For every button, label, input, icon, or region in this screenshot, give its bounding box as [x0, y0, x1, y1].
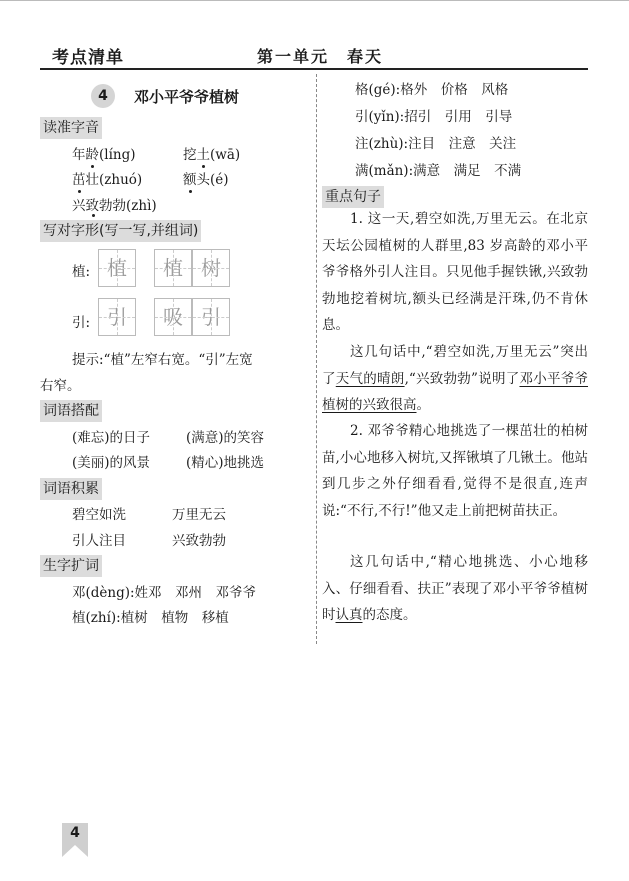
analysis-paragraph-2: 这几句话中,“精心地挑选、小心地移入、仔细看看、扶正”表现了邓小平爷爷植树时认真的态度。 [322, 554, 588, 623]
char-label: 引: [72, 315, 91, 331]
underlined-answer: 邓小平爷爷植树的兴致很高 [322, 370, 589, 413]
emphasis-dot [202, 165, 205, 168]
emphasis-dot [78, 190, 81, 193]
writing-cell: 吸 [154, 298, 192, 336]
header-rule [40, 68, 588, 70]
section-collocation-title: 词语搭配 [40, 400, 102, 422]
section-word-extension-title: 生字扩词 [40, 555, 102, 577]
key-sentence-2: 2. 邓爷爷精心地挑选了一棵茁壮的柏树苗,小心地移入树坑,又挥锹填了几锹土。他站到几步之外仔细看看,觉得不是很直,连声说:“不行,不行!”他又走上前把树苗扶正。 [322, 423, 588, 519]
section-pronunciation-title: 读准字音 [40, 117, 102, 139]
emphasis-dot [91, 165, 94, 168]
writing-cell: 树 [192, 249, 230, 287]
page-number: 4 [70, 825, 80, 841]
extension-line: 注(zhù):注目 注意 关注 [355, 136, 517, 152]
vocab-item: 引人注目 [72, 533, 126, 549]
section-key-sentences-title: 重点句子 [322, 186, 384, 208]
pron-item: 兴致勃勃(zhì) [72, 198, 157, 214]
extension-line: 格(gé):格外 价格 风格 [355, 82, 509, 98]
vocab-item: 万里无云 [172, 507, 226, 523]
key-sentence-1: 1. 这一天,碧空如洗,万里无云。在北京天坛公园植树的人群里,83 岁高龄的邓小平爷爷格外引人注目。只见他手握铁锹,兴致勃勃地挖着树坑,额头已经满是汗珠,仍不肯休息。 [322, 211, 588, 333]
collocation-item: (精心)地挑选 [186, 455, 265, 471]
column-divider [316, 74, 317, 644]
collocation-item: (美丽)的风景 [72, 455, 151, 471]
underlined-answer: 天气的晴朗 [335, 370, 405, 387]
analysis-paragraph-1: 这几句话中,“碧空如洗,万里无云”突出了天气的晴朗,“兴致勃勃”说明了邓小平爷爷植树的兴致很高。 [322, 344, 589, 413]
collocation-item: (难忘)的日子 [72, 430, 151, 446]
hint-line: 右窄。 [40, 378, 81, 394]
top-rule [0, 0, 629, 1]
collocation-item: (满意)的笑容 [186, 430, 265, 446]
page-tab-notch [62, 845, 88, 857]
extension-line: 引(yǐn):招引 引用 引导 [355, 109, 513, 125]
section-writing-title: 写对字形(写一写,并组词) [40, 220, 201, 242]
emphasis-dot [92, 214, 95, 217]
header-section-label: 考点清单 [52, 48, 124, 68]
emphasis-dot [189, 190, 192, 193]
char-label: 植: [72, 264, 91, 280]
extension-line: 邓(dèng):姓邓 邓州 邓爷爷 [72, 585, 257, 601]
writing-cell: 植 [98, 249, 136, 287]
header-unit-title: 第一单元 春天 [257, 47, 384, 66]
section-vocabulary-title: 词语积累 [40, 478, 102, 500]
vocab-item: 兴致勃勃 [172, 533, 226, 549]
writing-cell: 引 [192, 298, 230, 336]
pron-item: 挖土(wā) [183, 147, 241, 163]
hint-line: 提示:“植”左窄右宽。“引”左宽 [72, 352, 253, 368]
writing-cell: 植 [154, 249, 192, 287]
pron-item: 额头(é) [183, 172, 229, 188]
underlined-answer: 认真 [335, 607, 363, 623]
pron-item: 茁壮(zhuó) [72, 172, 143, 188]
extension-line: 满(mǎn):满意 满足 不满 [355, 163, 522, 179]
writing-cell: 引 [98, 298, 136, 336]
extension-line: 植(zhí):植树 植物 移植 [72, 610, 229, 626]
pron-item: 年龄(líng) [72, 147, 136, 163]
vocab-item: 碧空如洗 [72, 507, 126, 523]
lesson-number-badge: 4 [91, 84, 115, 108]
lesson-title: 邓小平爷爷植树 [134, 88, 240, 106]
